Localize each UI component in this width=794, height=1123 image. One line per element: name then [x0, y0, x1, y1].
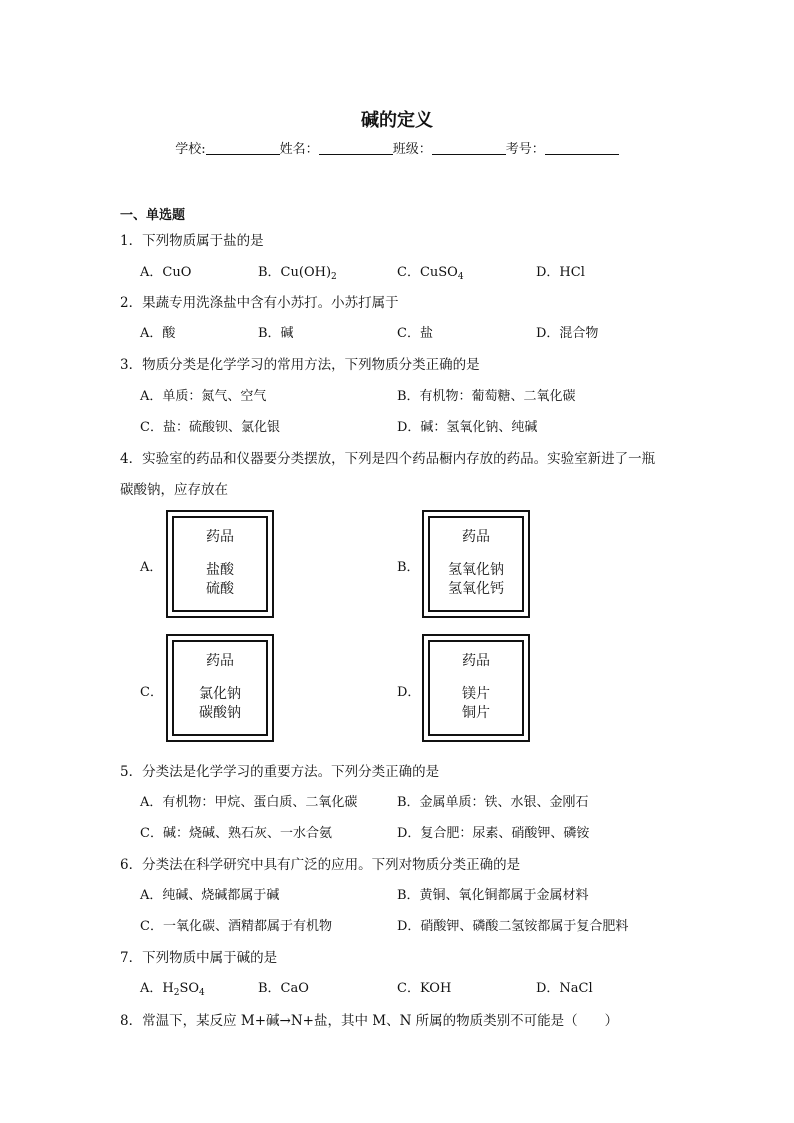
q7-option-d: D．NaCl: [536, 981, 593, 996]
school-blank: [206, 142, 280, 155]
cabinet-c-item-2: 碳酸钠: [199, 705, 241, 721]
q5-option-c: C．碱：烧碱、熟石灰、一水合氨: [140, 826, 332, 841]
cabinet-a-label: A．: [140, 560, 163, 575]
cabinet-c: [166, 634, 274, 742]
cabinet-c-label: C．: [140, 685, 163, 700]
q3-option-b: B．有机物：葡萄糖、二氧化碳: [397, 389, 576, 404]
cabinet-a: [166, 510, 274, 618]
cabinet-b-item-1: 氢氧化钠: [448, 562, 504, 578]
cabinet-d-item-1: 镁片: [462, 686, 490, 702]
q1-option-d: D．HCl: [536, 265, 585, 280]
cabinet-d-item-2: 铜片: [462, 705, 490, 721]
cabinet-a-item-2: 硫酸: [206, 581, 234, 597]
school-label: 学校:: [175, 142, 206, 157]
class-label: 班级：: [392, 142, 432, 157]
cabinet-b-header: 药品: [462, 529, 490, 545]
question-1-stem: 1．下列物质属于盐的是: [120, 233, 264, 249]
exam-no-blank: [545, 142, 619, 155]
q2-option-d: D．混合物: [536, 326, 599, 341]
exam-no-label: 考号：: [505, 142, 545, 157]
q3-option-a: A．单质：氮气、空气: [140, 389, 267, 404]
q7-option-b: B．CaO: [258, 981, 309, 996]
question-5-stem: 5．分类法是化学学习的重要方法。下列分类正确的是: [120, 764, 440, 780]
cabinet-b-label: B．: [397, 560, 420, 575]
q2-option-c: C．盐: [397, 326, 433, 341]
cabinet-c-item-1: 氯化钠: [199, 686, 241, 702]
cabinet-b-item-2: 氢氧化钙: [448, 581, 504, 597]
name-label: 姓名：: [279, 142, 319, 157]
class-blank: [432, 142, 506, 155]
cabinet-d: [422, 634, 530, 742]
q5-option-b: B．金属单质：铁、水银、金刚石: [397, 795, 589, 810]
cabinet-a-header: 药品: [206, 529, 234, 545]
q6-option-b: B．黄铜、氧化铜都属于金属材料: [397, 888, 589, 903]
q6-option-d: D．硝酸钾、磷酸二氢铵都属于复合肥料: [397, 919, 629, 934]
question-2-stem: 2．果蔬专用洗涤盐中含有小苏打。小苏打属于: [120, 295, 399, 311]
q5-option-a: A．有机物：甲烷、蛋白质、二氧化碳: [140, 795, 358, 810]
question-6-stem: 6．分类法在科学研究中具有广泛的应用。下列对物质分类正确的是: [120, 857, 521, 873]
question-8-stem: 8．常温下，某反应 M+碱→N+盐，其中 M、N 所属的物质类别不可能是（ ）: [120, 1013, 619, 1029]
name-blank: [319, 142, 393, 155]
q2-option-b: B．碱: [258, 326, 294, 341]
q1-option-a: A．CuO: [140, 265, 192, 280]
cabinet-c-header: 药品: [206, 653, 234, 669]
cabinet-a-item-1: 盐酸: [206, 562, 234, 578]
cabinet-d-label: D．: [397, 685, 421, 700]
question-7-stem: 7．下列物质中属于碱的是: [120, 950, 278, 966]
q2-option-a: A．酸: [140, 326, 176, 341]
q1-option-c: C．CuSO$_4$: [397, 265, 464, 282]
q6-option-a: A．纯碱、烧碱都属于碱: [140, 888, 280, 903]
q3-option-d: D．碱：氢氧化钠、纯碱: [397, 420, 538, 435]
question-4-stem: 4．实验室的药品和仪器要分类摆放，下列是四个药品橱内存放的药品。实验室新进了一瓶: [120, 451, 656, 467]
q3-option-c: C．盐：硫酸钡、氯化银: [140, 420, 280, 435]
q6-option-c: C．一氧化碳、酒精都属于有机物: [140, 919, 332, 934]
q7-option-c: C．KOH: [397, 981, 452, 996]
q7-option-a: A．$H_2SO_4$: [140, 981, 205, 998]
q1-option-b: B．$Cu(OH)_2$: [258, 265, 337, 282]
section-heading: 一、单选题: [120, 208, 186, 223]
cabinet-b: [422, 510, 530, 618]
cabinet-d-header: 药品: [462, 653, 490, 669]
page-title: 碱的定义: [361, 110, 433, 131]
question-3-stem: 3．物质分类是化学学习的常用方法，下列物质分类正确的是: [120, 357, 480, 373]
question-4-stem-cont: 碳酸钠，应存放在: [120, 482, 228, 498]
student-info-line: [0, 138, 794, 157]
q5-option-d: D．复合肥：尿素、硝酸钾、磷铵: [397, 826, 590, 841]
